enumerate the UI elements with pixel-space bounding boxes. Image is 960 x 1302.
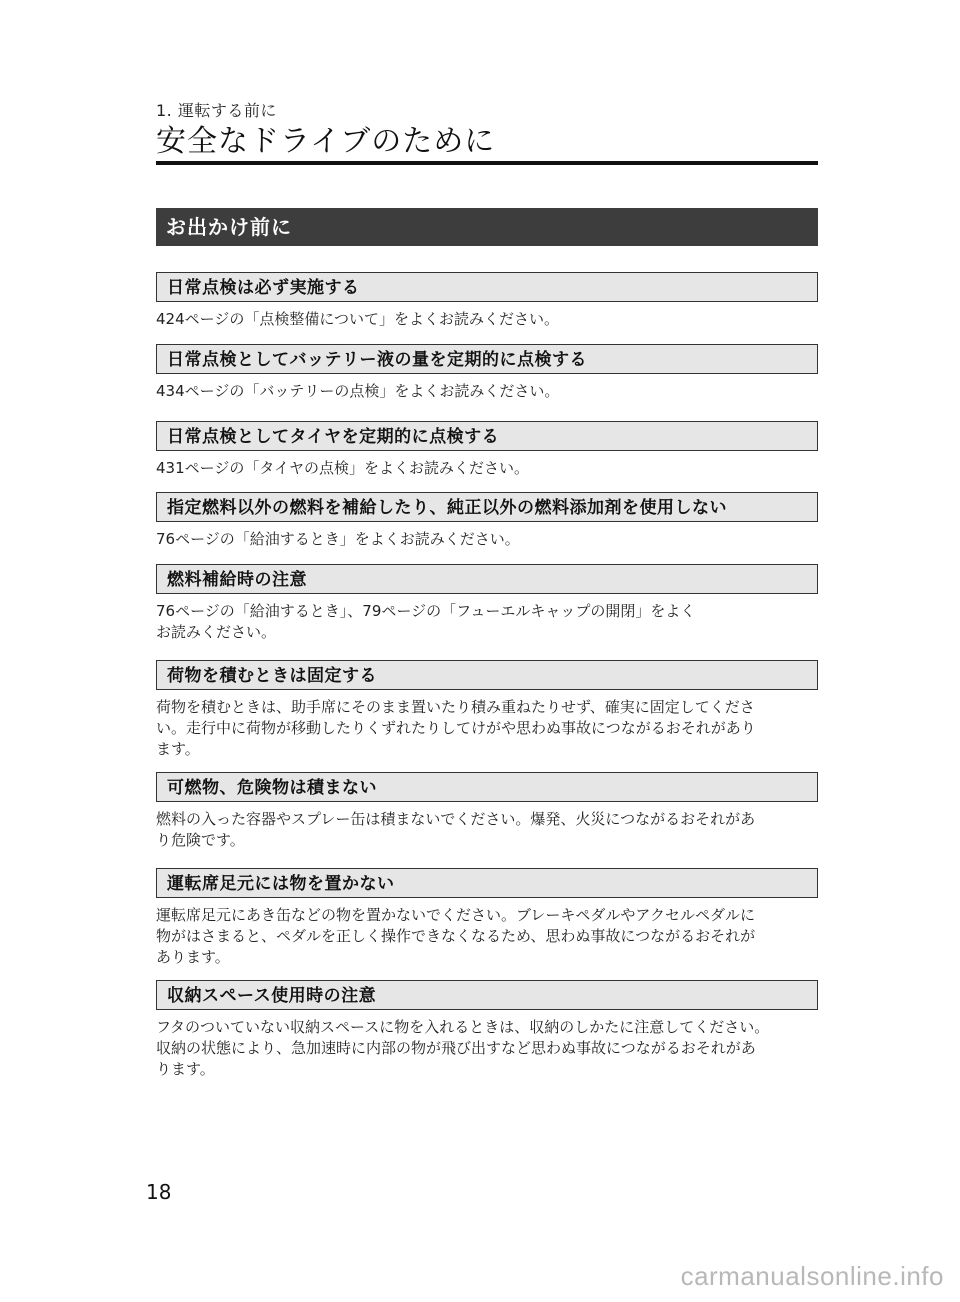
body-line: フタのついていない収納スペースに物を入れるときは、収納のしかたに注意してください。 — [156, 1018, 770, 1036]
chapter-label: 1. 運転する前に — [156, 101, 277, 120]
caution-item — [156, 564, 818, 643]
caution-heading: 収納スペース使用時の注意 — [156, 980, 818, 1010]
body-line: 431ページの「タイヤの点検」をよくお読みください。 — [156, 459, 530, 477]
caution-body — [156, 697, 818, 760]
caution-body — [156, 381, 818, 402]
caution-body — [156, 529, 818, 550]
body-line: 荷物を積むときは、助手席にそのまま置いたり積み重ねたりせず、確実に固定してくださ — [156, 698, 755, 716]
caution-heading: 荷物を積むときは固定する — [156, 660, 818, 690]
body-line: い。走行中に荷物が移動したりくずれたりしてけがや思わぬ事故につながるおそれがあり — [156, 719, 756, 737]
page-number: 18 — [146, 1180, 172, 1204]
caution-item — [156, 421, 818, 479]
body-line: 収納の状態により、急加速時に内部の物が飛び出すなど思わぬ事故につながるおそれがあ — [156, 1039, 756, 1057]
caution-heading: 運転席足元には物を置かない — [156, 868, 818, 898]
watermark: carmanualsonline.info — [680, 1261, 944, 1291]
body-line: ます。 — [156, 740, 200, 758]
caution-body — [156, 601, 818, 643]
caution-body — [156, 905, 818, 968]
section-heading: お出かけ前に — [156, 208, 818, 246]
body-line: あります。 — [156, 948, 230, 966]
caution-body — [156, 809, 818, 851]
caution-item — [156, 344, 818, 402]
body-line: ります。 — [156, 1060, 215, 1078]
caution-item — [156, 980, 818, 1080]
page-header — [156, 100, 818, 162]
body-line: 運転席足元にあき缶などの物を置かないでください。ブレーキペダルやアクセルペダルに — [156, 906, 755, 924]
caution-heading: 可燃物、危険物は積まない — [156, 772, 818, 802]
caution-item — [156, 492, 818, 550]
caution-item — [156, 272, 818, 330]
body-line: 424ページの「点検整備について」をよくお読みください。 — [156, 310, 560, 328]
caution-heading: 指定燃料以外の燃料を補給したり、純正以外の燃料添加剤を使用しない — [156, 492, 818, 522]
caution-heading: 日常点検としてタイヤを定期的に点検する — [156, 421, 818, 451]
caution-heading: 日常点検としてバッテリー液の量を定期的に点検する — [156, 344, 818, 374]
caution-item — [156, 660, 818, 760]
body-line: 76ページの「給油するとき」、79ページの「フューエルキャップの開閉」をよく — [156, 602, 696, 620]
caution-heading: 燃料補給時の注意 — [156, 564, 818, 594]
caution-body — [156, 1017, 818, 1080]
body-line: お読みください。 — [156, 623, 277, 641]
caution-body — [156, 309, 818, 330]
caution-item — [156, 868, 818, 968]
caution-heading: 日常点検は必ず実施する — [156, 272, 818, 302]
body-line: 434ページの「バッテリーの点検」をよくお読みください。 — [156, 382, 560, 400]
caution-body — [156, 458, 818, 479]
body-line: 物がはさまると、ペダルを正しく操作できなくなるため、思わぬ事故につながるおそれが — [156, 927, 756, 945]
body-line: 燃料の入った容器やスプレー缶は積まないでください。爆発、火災につながるおそれがあ — [156, 810, 756, 828]
title-divider — [156, 161, 818, 165]
page-title: 安全なドライブのために — [156, 124, 496, 159]
body-line: り危険です。 — [156, 831, 245, 849]
caution-item — [156, 772, 818, 851]
body-line: 76ページの「給油するとき」をよくお読みください。 — [156, 530, 520, 548]
